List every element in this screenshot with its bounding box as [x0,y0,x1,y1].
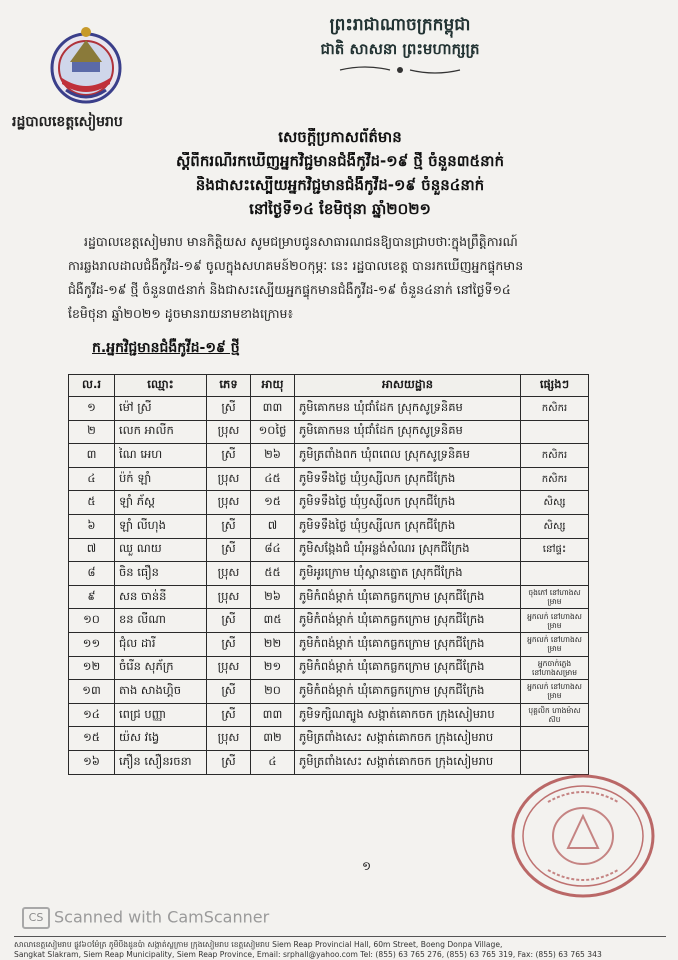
case-sex: ស្រី [207,680,251,704]
organization-name: រដ្ឋបាលខេត្តសៀមរាប [12,114,123,130]
case-number: ១២ [69,656,115,680]
table-row [69,750,589,774]
case-address: ភូមិគោកមន ឃុំជាំដែក ស្រុកសូទ្រនិគម [295,420,521,444]
announcement-subtitle-2: និងជាសះស្បើយអ្នកវិជ្ជមានជំងឺកូវីដ-១៩ ចំនួន៤នាក់ [195,176,485,194]
camscanner-text: Scanned with CamScanner [54,907,270,927]
case-note [521,562,589,586]
case-address: ភូមិទក្សិណត្បូង សង្កាត់គោកចក ក្រុងសៀមរាប [295,703,521,727]
case-name: ពេជ្រ បញ្ញា [115,703,207,727]
header-no: ល.រ [69,375,115,397]
case-number: ១ [69,397,115,421]
kingdom-heading: ព្រះរាជាណាចក្រកម្ពុជា [329,15,471,35]
paragraph-line: ការឆ្លងរាលដាលជំងឺកូវីដ-១៩ ចូលក្នុងសហគមន៍២០កុម្ភៈ នេះ រដ្ឋបាលខេត្ត បានរកឃើញអ្នកផ្ទុកមាន [68,258,524,273]
header-sex: ភេទ [207,375,251,397]
case-address: ភូមិកំពង់ម្កាក់ ឃុំគោកធ្លកក្រោម ស្រុកជីក្រែង [295,680,521,704]
case-number: ៩ [69,585,115,609]
official-seal-stamp [508,772,658,900]
case-age: ១០ថ្ងៃ [251,420,295,444]
case-sex: ប្រុស [207,727,251,751]
case-sex: ប្រុស [207,585,251,609]
announcement-title: សេចក្តីប្រកាសព័ត៌មាន [278,128,402,146]
case-sex: ប្រុស [207,420,251,444]
case-sex: ប្រុស [207,656,251,680]
case-sex: ស្រី [207,632,251,656]
camscanner-logo-icon: CS [22,907,50,929]
case-number: ៥ [69,491,115,515]
case-sex: ស្រី [207,514,251,538]
case-number: ១១ [69,632,115,656]
case-address: ភូមិត្រពាំងសេះ សង្កាត់គោកចក ក្រុងសៀមរាប [295,727,521,751]
case-address: ភូមិកំពង់ម្កាក់ ឃុំគោកធ្លកក្រោម ស្រុកជីក្រែង [295,632,521,656]
case-number: ១៦ [69,750,115,774]
table-row [69,491,589,515]
case-sex: ស្រី [207,397,251,421]
case-age: ៤ [251,750,295,774]
announcement-date: នៅថ្ងៃទី១៤ ខែមិថុនា ឆ្នាំ២០២១ [249,200,431,218]
case-note: បុគ្គលិក ហាងម៉ាស ស៊ប [521,703,589,727]
case-name: ឡាំ លីហុង [115,514,207,538]
camscanner-watermark [22,907,269,929]
case-note: កសិករ [521,444,589,468]
case-name: ភឿន សឿនរចនា [115,750,207,774]
table-row [69,514,589,538]
table-row [69,609,589,633]
case-age: ៥៥ [251,562,295,586]
footer-line-1: សាលាខេត្តសៀមរាប ផ្លូវ៦០ម៉ែត្រ ភូមិបឹងដូនប៉ា សង្កាត់ស្លក្រាម ក្រុងសៀមរាប ខេត្តសៀមរាប Siem Reap Provincial Hall, 60m Street, Boeng Donpa Village, [14,940,503,949]
table-row [69,420,589,444]
table-row [69,656,589,680]
case-number: ១០ [69,609,115,633]
case-age: ២១ [251,656,295,680]
case-address: ភូមិសង្កែងជំ ឃុំអន្លង់សំណរ ស្រុកជីក្រែង [295,538,521,562]
case-age: ៣៥ [251,609,295,633]
case-number: ២ [69,420,115,444]
case-address: ភូមិអូរក្រោម ឃុំស្ពានត្នោត ស្រុកជីក្រែង [295,562,521,586]
case-address: ភូមិទទឹងថ្ងៃ ឃុំឫស្សីលក ស្រុកជីក្រែង [295,467,521,491]
paragraph-line: រដ្ឋបាលខេត្តសៀមរាប មានកិត្តិយស សូមជម្រាបជូនសាធារណជនឱ្យបានជ្រាបថាៈក្នុងព្រឹត្តិការណ៍ [84,234,518,249]
case-sex: ស្រី [207,750,251,774]
motto-ornament [335,64,465,76]
case-number: ១៥ [69,727,115,751]
case-name: ចំរើន សុភ័ក្រ [115,656,207,680]
case-note: កសិករ [521,467,589,491]
table-row [69,680,589,704]
case-address: ភូមិកំពង់ម្កាក់ ឃុំគោកធ្លកក្រោម ស្រុកជីក្រែង [295,656,521,680]
case-name: ណៃ អេហ [115,444,207,468]
case-age: ២៦ [251,444,295,468]
table-row [69,632,589,656]
case-sex: ប្រុស [207,467,251,491]
intro-paragraph [68,230,644,326]
case-age: ៤៥ [251,467,295,491]
case-name: ម៉ៅ ស្រី [115,397,207,421]
header-note: ផ្សេងៗ [521,375,589,397]
section-title-new-cases: ក.អ្នកវិជ្ជមានជំងឺកូវីដ-១៩ ថ្មី [92,340,240,356]
case-note: អ្នកលក់ នៅហាងសម្រាម [521,609,589,633]
page-number: ១ [362,859,372,873]
header-age: អាយុ [251,375,295,397]
table-row [69,538,589,562]
table-row [69,562,589,586]
case-age: ៣២ [251,727,295,751]
case-name: ជុំល ដារី [115,632,207,656]
header-address: អាសយដ្ឋាន [295,375,521,397]
case-note [521,727,589,751]
case-address: ភូមិទទឹងថ្ងៃ ឃុំឫស្សីលក ស្រុកជីក្រែង [295,491,521,515]
header-name: ឈ្មោះ [115,375,207,397]
case-note: អ្នកលក់ នៅហាងសម្រាម [521,632,589,656]
case-sex: ស្រី [207,703,251,727]
case-name: ខន លីណា [115,609,207,633]
case-name: សន ចាន់នី [115,585,207,609]
case-note [521,750,589,774]
case-name: ឡាំ ភ័ស្ត [115,491,207,515]
case-age: ៣៣ [251,703,295,727]
table-row [69,444,589,468]
case-name: ចិន ធឿន [115,562,207,586]
table-row [69,467,589,491]
paragraph-line: ខែមិថុនា ឆ្នាំ២០២១ ដូចមានរាយនាមខាងក្រោម៖ [68,306,293,321]
table-header-row [69,375,589,397]
case-address: ភូមិគោកមន ឃុំជាំដែក ស្រុកសូទ្រនិគម [295,397,521,421]
case-address: ភូមិកំពង់ម្កាក់ ឃុំគោកធ្លកក្រោម ស្រុកជីក្រែង [295,585,521,609]
table-row [69,585,589,609]
case-number: ១៤ [69,703,115,727]
case-age: ២៦ [251,585,295,609]
national-motto: ជាតិ សាសនា ព្រះមហាក្សត្រ [320,40,480,58]
case-address: ភូមិទទឹងថ្ងៃ ឃុំឫស្សីលក ស្រុកជីក្រែង [295,514,521,538]
table-row [69,727,589,751]
case-number: ៤ [69,467,115,491]
case-address: ភូមិត្រពាំងពក ឃុំពពេល ស្រុកសូទ្រនិគម [295,444,521,468]
case-note: អ្នកលក់ នៅហាងសម្រាម [521,680,589,704]
case-note [521,420,589,444]
case-age: ៧ [251,514,295,538]
case-number: ៣ [69,444,115,468]
case-note: អ្នកចាក់ភ្លេង នៅហាងសម្រាម [521,656,589,680]
case-sex: ស្រី [207,444,251,468]
table-row [69,703,589,727]
footer-address [14,940,674,960]
case-address: ភូមិត្រពាំងសេះ សង្កាត់គោកចក ក្រុងសៀមរាប [295,750,521,774]
case-number: ៨ [69,562,115,586]
table-row [69,397,589,421]
case-age: ៣៣ [251,397,295,421]
case-note: នៅផ្ទះ [521,538,589,562]
announcement-subtitle-1: ស្តីពីករណីរកឃើញអ្នកវិជ្ជមានជំងឺកូវីដ-១៩ ថ្មី ចំនួន៣៥នាក់ [176,152,504,170]
case-note: កសិករ [521,397,589,421]
case-note: សិស្ស [521,491,589,515]
footer-divider [14,936,666,937]
case-sex: ស្រី [207,609,251,633]
case-name: យ៉ស វង្វេ [115,727,207,751]
case-sex: ប្រុស [207,562,251,586]
paragraph-line: ជំងឺកូវីដ-១៩ ថ្មី ចំនួន៣៥នាក់ និងជាសះស្បើយអ្នកផ្ទុកមានជំងឺកូវីដ-១៩ ចំនួន៤នាក់ នៅថ្ងៃទី១៤ [68,282,511,297]
case-name: លេក អាលីក [115,420,207,444]
case-name: ប៉ក់ ឡាំ [115,467,207,491]
case-name: ឈួ ណយ [115,538,207,562]
cases-table [68,374,589,775]
footer-line-2: Sangkat Slakram, Siem Reap Municipality, Siem Reap Province, Email: srphall@yahoo.com Tel: (855) 63 765 276, (855) 63 765 319, Fax: (855) 63 765 343 [14,950,602,959]
case-address: ភូមិកំពង់ម្កាក់ ឃុំគោកធ្លកក្រោម ស្រុកជីក្រែង [295,609,521,633]
provincial-emblem-logo [48,22,124,108]
case-note: ចុងភៅ នៅហាងសម្រាម [521,585,589,609]
case-number: ១៣ [69,680,115,704]
case-age: ២០ [251,680,295,704]
case-sex: ស្រី [207,538,251,562]
case-note: សិស្ស [521,514,589,538]
case-age: ១៥ [251,491,295,515]
case-age: ២២ [251,632,295,656]
case-name: តាង សាងហ្គិច [115,680,207,704]
case-number: ៧ [69,538,115,562]
case-sex: ប្រុស [207,491,251,515]
case-number: ៦ [69,514,115,538]
case-age: ៨៤ [251,538,295,562]
